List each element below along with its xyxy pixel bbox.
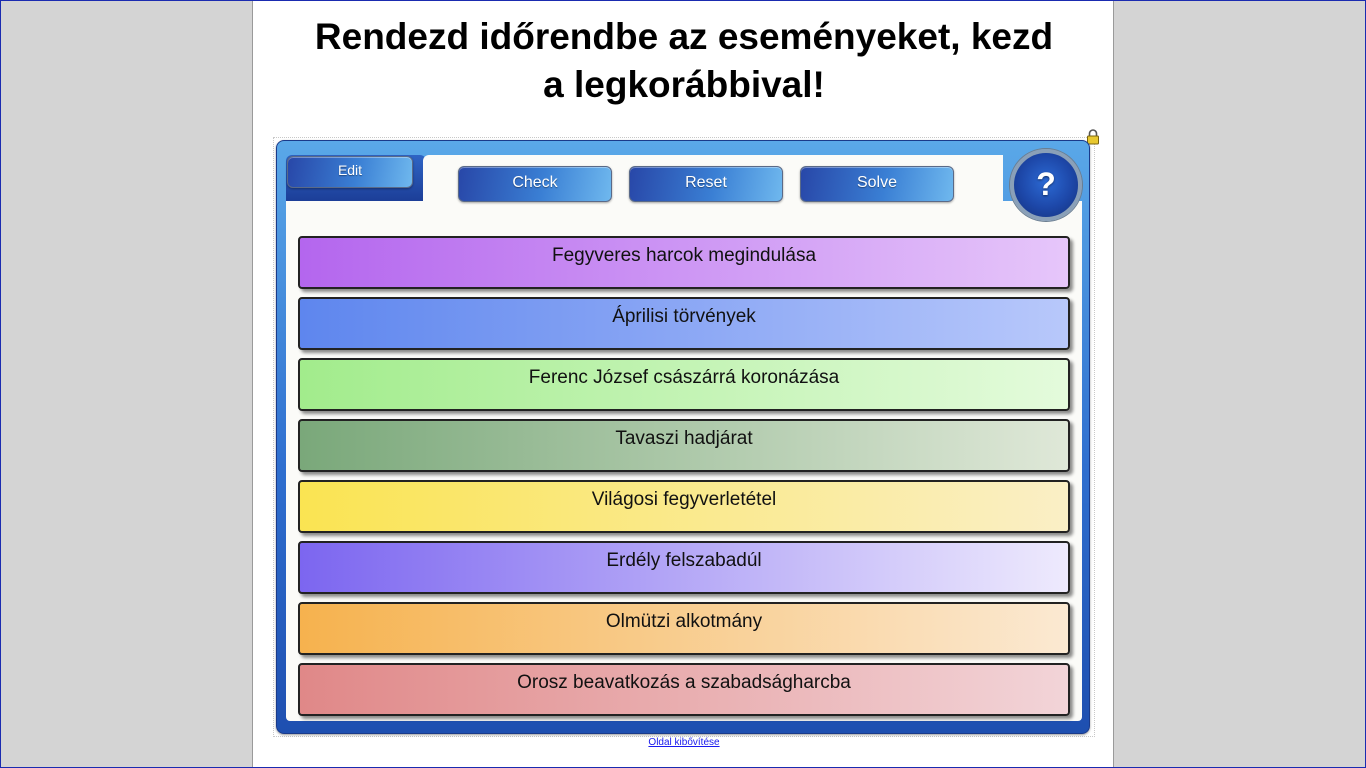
event-item[interactable] (298, 419, 1070, 472)
event-item[interactable] (298, 297, 1070, 350)
event-item-label: Világosi fegyverletétel (591, 489, 777, 510)
edit-button[interactable]: Edit (287, 156, 413, 188)
event-item[interactable] (298, 602, 1070, 655)
event-item[interactable] (298, 480, 1070, 533)
event-item-label: Fegyveres harcok megindulása (551, 245, 817, 266)
expand-page-link[interactable]: Oldal kibővítése (648, 737, 720, 748)
ordering-widget (276, 140, 1090, 734)
help-button[interactable]: ? (1010, 149, 1082, 221)
event-item[interactable] (298, 358, 1070, 411)
event-item-label: Tavaszi hadjárat (615, 428, 753, 449)
title-line-2: a legkorábbival! (543, 64, 825, 105)
event-item-label: Orosz beavatkozás a szabadságharcba (517, 672, 851, 693)
toolbar-strip-extension (977, 155, 1003, 225)
event-item-label: Ferenc József császárrá koronázása (528, 367, 840, 388)
event-item[interactable] (298, 541, 1070, 594)
event-item-label: Olmützi alkotmány (605, 611, 763, 632)
solve-button[interactable]: Solve (800, 166, 954, 202)
page (252, 1, 1114, 767)
reset-button[interactable]: Reset (629, 166, 783, 202)
event-item-label: Áprilisi törvények (612, 306, 756, 327)
event-item[interactable] (298, 236, 1070, 289)
page-title (253, 13, 1115, 109)
event-item[interactable] (298, 663, 1070, 716)
title-line-1: Rendezd időrendbe az eseményeket, kezd (314, 16, 1054, 57)
check-button[interactable]: Check (458, 166, 612, 202)
event-item-label: Erdély felszabadúl (606, 550, 762, 571)
